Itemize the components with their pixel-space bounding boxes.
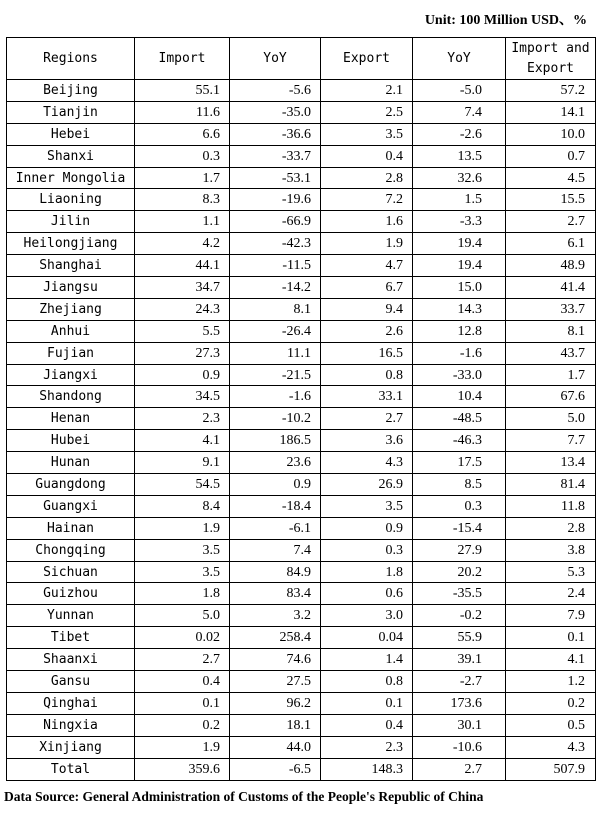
export-yoy-cell: 20.2 bbox=[413, 561, 506, 583]
region-cell: Total bbox=[7, 758, 135, 780]
table-row bbox=[7, 101, 596, 123]
import-export-cell: 15.5 bbox=[506, 189, 596, 211]
import-export-cell: 7.7 bbox=[506, 430, 596, 452]
import-cell: 0.4 bbox=[135, 671, 230, 693]
import-cell: 2.3 bbox=[135, 408, 230, 430]
import-yoy-cell: -42.3 bbox=[230, 233, 321, 255]
column-header-export: Export bbox=[321, 38, 413, 80]
export-cell: 0.6 bbox=[321, 583, 413, 605]
export-yoy-cell: -2.6 bbox=[413, 123, 506, 145]
table-row bbox=[7, 167, 596, 189]
import-yoy-cell: -33.7 bbox=[230, 145, 321, 167]
import-cell: 0.9 bbox=[135, 364, 230, 386]
import-yoy-cell: -66.9 bbox=[230, 211, 321, 233]
export-yoy-cell: -3.3 bbox=[413, 211, 506, 233]
import-export-cell: 14.1 bbox=[506, 101, 596, 123]
export-cell: 1.6 bbox=[321, 211, 413, 233]
header-row bbox=[7, 38, 596, 80]
region-cell: Chongqing bbox=[7, 539, 135, 561]
import-export-cell: 10.0 bbox=[506, 123, 596, 145]
import-yoy-cell: 3.2 bbox=[230, 605, 321, 627]
export-cell: 1.4 bbox=[321, 649, 413, 671]
region-cell: Beijing bbox=[7, 80, 135, 102]
export-yoy-cell: -15.4 bbox=[413, 517, 506, 539]
import-export-cell: 3.8 bbox=[506, 539, 596, 561]
export-yoy-cell: 32.6 bbox=[413, 167, 506, 189]
import-cell: 55.1 bbox=[135, 80, 230, 102]
import-yoy-cell: -5.6 bbox=[230, 80, 321, 102]
region-cell: Ningxia bbox=[7, 714, 135, 736]
import-yoy-cell: 23.6 bbox=[230, 452, 321, 474]
import-cell: 11.6 bbox=[135, 101, 230, 123]
region-cell: Hunan bbox=[7, 452, 135, 474]
import-yoy-cell: 83.4 bbox=[230, 583, 321, 605]
region-cell: Guangdong bbox=[7, 474, 135, 496]
table-row bbox=[7, 649, 596, 671]
export-cell: 1.8 bbox=[321, 561, 413, 583]
export-yoy-cell: 13.5 bbox=[413, 145, 506, 167]
region-cell: Jilin bbox=[7, 211, 135, 233]
import-export-cell: 4.3 bbox=[506, 736, 596, 758]
import-export-cell: 0.5 bbox=[506, 714, 596, 736]
import-export-cell: 5.3 bbox=[506, 561, 596, 583]
import-yoy-cell: -36.6 bbox=[230, 123, 321, 145]
column-header-import-and-export: Import and Export bbox=[506, 38, 596, 80]
import-cell: 34.7 bbox=[135, 277, 230, 299]
table-row bbox=[7, 474, 596, 496]
export-cell: 0.1 bbox=[321, 692, 413, 714]
import-export-cell: 48.9 bbox=[506, 255, 596, 277]
import-yoy-cell: -18.4 bbox=[230, 495, 321, 517]
table-row bbox=[7, 123, 596, 145]
import-cell: 8.4 bbox=[135, 495, 230, 517]
region-cell: Jiangxi bbox=[7, 364, 135, 386]
import-export-cell: 11.8 bbox=[506, 495, 596, 517]
region-cell: Hebei bbox=[7, 123, 135, 145]
table-row bbox=[7, 430, 596, 452]
import-yoy-cell: 18.1 bbox=[230, 714, 321, 736]
table-row bbox=[7, 80, 596, 102]
import-yoy-cell: 8.1 bbox=[230, 298, 321, 320]
export-cell: 2.1 bbox=[321, 80, 413, 102]
import-yoy-cell: 84.9 bbox=[230, 561, 321, 583]
region-cell: Hainan bbox=[7, 517, 135, 539]
region-cell: Jiangsu bbox=[7, 277, 135, 299]
import-cell: 3.5 bbox=[135, 561, 230, 583]
import-yoy-cell: -21.5 bbox=[230, 364, 321, 386]
export-cell: 0.9 bbox=[321, 517, 413, 539]
import-export-cell: 33.7 bbox=[506, 298, 596, 320]
import-export-cell: 4.5 bbox=[506, 167, 596, 189]
region-cell: Xinjiang bbox=[7, 736, 135, 758]
region-cell: Inner Mongolia bbox=[7, 167, 135, 189]
export-yoy-cell: 15.0 bbox=[413, 277, 506, 299]
data-source-note: Data Source: General Administration of Customs of the People's Republic of China bbox=[4, 789, 484, 804]
export-cell: 2.6 bbox=[321, 320, 413, 342]
import-cell: 1.7 bbox=[135, 167, 230, 189]
export-cell: 2.3 bbox=[321, 736, 413, 758]
export-cell: 1.9 bbox=[321, 233, 413, 255]
trade-table bbox=[6, 37, 596, 781]
table-row bbox=[7, 255, 596, 277]
import-yoy-cell: 44.0 bbox=[230, 736, 321, 758]
export-yoy-cell: 19.4 bbox=[413, 255, 506, 277]
region-cell: Henan bbox=[7, 408, 135, 430]
table-row bbox=[7, 277, 596, 299]
export-yoy-cell: 10.4 bbox=[413, 386, 506, 408]
region-cell: Shandong bbox=[7, 386, 135, 408]
column-header-import-yoy: YoY bbox=[230, 38, 321, 80]
export-cell: 2.5 bbox=[321, 101, 413, 123]
export-cell: 0.8 bbox=[321, 671, 413, 693]
import-export-cell: 6.1 bbox=[506, 233, 596, 255]
import-export-cell: 2.8 bbox=[506, 517, 596, 539]
import-export-cell: 507.9 bbox=[506, 758, 596, 780]
import-yoy-cell: 258.4 bbox=[230, 627, 321, 649]
export-yoy-cell: 30.1 bbox=[413, 714, 506, 736]
table-row bbox=[7, 495, 596, 517]
import-export-cell: 0.1 bbox=[506, 627, 596, 649]
import-export-cell: 8.1 bbox=[506, 320, 596, 342]
export-yoy-cell: 0.3 bbox=[413, 495, 506, 517]
export-yoy-cell: -10.6 bbox=[413, 736, 506, 758]
import-cell: 0.3 bbox=[135, 145, 230, 167]
table-row bbox=[7, 561, 596, 583]
region-cell: Shanghai bbox=[7, 255, 135, 277]
import-export-cell: 0.7 bbox=[506, 145, 596, 167]
import-cell: 0.02 bbox=[135, 627, 230, 649]
export-cell: 9.4 bbox=[321, 298, 413, 320]
import-cell: 0.1 bbox=[135, 692, 230, 714]
export-cell: 2.8 bbox=[321, 167, 413, 189]
export-yoy-cell: 14.3 bbox=[413, 298, 506, 320]
table-row bbox=[7, 386, 596, 408]
export-cell: 16.5 bbox=[321, 342, 413, 364]
import-cell: 1.1 bbox=[135, 211, 230, 233]
table-row bbox=[7, 517, 596, 539]
import-yoy-cell: 96.2 bbox=[230, 692, 321, 714]
import-cell: 6.6 bbox=[135, 123, 230, 145]
import-cell: 5.5 bbox=[135, 320, 230, 342]
export-yoy-cell: -5.0 bbox=[413, 80, 506, 102]
import-export-cell: 67.6 bbox=[506, 386, 596, 408]
region-cell: Hubei bbox=[7, 430, 135, 452]
import-yoy-cell: -26.4 bbox=[230, 320, 321, 342]
region-cell: Fujian bbox=[7, 342, 135, 364]
table-row bbox=[7, 342, 596, 364]
export-yoy-cell: 27.9 bbox=[413, 539, 506, 561]
region-cell: Zhejiang bbox=[7, 298, 135, 320]
export-yoy-cell: 2.7 bbox=[413, 758, 506, 780]
import-cell: 3.5 bbox=[135, 539, 230, 561]
export-cell: 26.9 bbox=[321, 474, 413, 496]
import-export-cell: 41.4 bbox=[506, 277, 596, 299]
export-cell: 3.5 bbox=[321, 123, 413, 145]
export-cell: 4.7 bbox=[321, 255, 413, 277]
export-cell: 4.3 bbox=[321, 452, 413, 474]
region-cell: Anhui bbox=[7, 320, 135, 342]
column-header-export-yoy: YoY bbox=[413, 38, 506, 80]
region-cell: Qinghai bbox=[7, 692, 135, 714]
export-yoy-cell: -35.5 bbox=[413, 583, 506, 605]
export-cell: 0.3 bbox=[321, 539, 413, 561]
import-yoy-cell: -14.2 bbox=[230, 277, 321, 299]
export-yoy-cell: -1.6 bbox=[413, 342, 506, 364]
region-cell: Guangxi bbox=[7, 495, 135, 517]
export-cell: 6.7 bbox=[321, 277, 413, 299]
import-export-cell: 7.9 bbox=[506, 605, 596, 627]
import-cell: 9.1 bbox=[135, 452, 230, 474]
import-yoy-cell: 186.5 bbox=[230, 430, 321, 452]
table-row bbox=[7, 736, 596, 758]
export-cell: 3.5 bbox=[321, 495, 413, 517]
table-row bbox=[7, 583, 596, 605]
export-yoy-cell: 19.4 bbox=[413, 233, 506, 255]
export-yoy-cell: -33.0 bbox=[413, 364, 506, 386]
table-row bbox=[7, 233, 596, 255]
import-export-cell: 1.7 bbox=[506, 364, 596, 386]
total-row bbox=[7, 758, 596, 780]
export-yoy-cell: 173.6 bbox=[413, 692, 506, 714]
import-export-cell: 5.0 bbox=[506, 408, 596, 430]
import-cell: 34.5 bbox=[135, 386, 230, 408]
region-cell: Shanxi bbox=[7, 145, 135, 167]
table-row bbox=[7, 320, 596, 342]
import-cell: 2.7 bbox=[135, 649, 230, 671]
import-cell: 359.6 bbox=[135, 758, 230, 780]
table-row bbox=[7, 452, 596, 474]
import-export-cell: 81.4 bbox=[506, 474, 596, 496]
import-yoy-cell: -11.5 bbox=[230, 255, 321, 277]
export-cell: 2.7 bbox=[321, 408, 413, 430]
export-yoy-cell: 39.1 bbox=[413, 649, 506, 671]
export-cell: 0.4 bbox=[321, 145, 413, 167]
import-yoy-cell: 27.5 bbox=[230, 671, 321, 693]
region-cell: Yunnan bbox=[7, 605, 135, 627]
table-row bbox=[7, 189, 596, 211]
import-yoy-cell: -35.0 bbox=[230, 101, 321, 123]
export-yoy-cell: -46.3 bbox=[413, 430, 506, 452]
import-export-cell: 4.1 bbox=[506, 649, 596, 671]
export-cell: 3.0 bbox=[321, 605, 413, 627]
export-cell: 7.2 bbox=[321, 189, 413, 211]
import-cell: 8.3 bbox=[135, 189, 230, 211]
table-row bbox=[7, 539, 596, 561]
table-row bbox=[7, 605, 596, 627]
import-cell: 0.2 bbox=[135, 714, 230, 736]
region-cell: Tibet bbox=[7, 627, 135, 649]
table-row bbox=[7, 145, 596, 167]
export-cell: 148.3 bbox=[321, 758, 413, 780]
import-export-cell: 0.2 bbox=[506, 692, 596, 714]
import-cell: 44.1 bbox=[135, 255, 230, 277]
export-yoy-cell: 12.8 bbox=[413, 320, 506, 342]
region-cell: Liaoning bbox=[7, 189, 135, 211]
import-yoy-cell: 7.4 bbox=[230, 539, 321, 561]
import-export-cell: 2.7 bbox=[506, 211, 596, 233]
export-yoy-cell: 8.5 bbox=[413, 474, 506, 496]
region-cell: Guizhou bbox=[7, 583, 135, 605]
import-export-cell: 57.2 bbox=[506, 80, 596, 102]
unit-label: Unit: 100 Million USD、% bbox=[424, 13, 587, 28]
import-export-cell: 1.2 bbox=[506, 671, 596, 693]
import-export-cell: 13.4 bbox=[506, 452, 596, 474]
table-row bbox=[7, 298, 596, 320]
export-yoy-cell: -2.7 bbox=[413, 671, 506, 693]
export-yoy-cell: 17.5 bbox=[413, 452, 506, 474]
region-cell: Sichuan bbox=[7, 561, 135, 583]
region-cell: Heilongjiang bbox=[7, 233, 135, 255]
table-row bbox=[7, 408, 596, 430]
export-cell: 3.6 bbox=[321, 430, 413, 452]
export-cell: 33.1 bbox=[321, 386, 413, 408]
table-row bbox=[7, 671, 596, 693]
region-cell: Gansu bbox=[7, 671, 135, 693]
import-yoy-cell: -6.1 bbox=[230, 517, 321, 539]
import-yoy-cell: -1.6 bbox=[230, 386, 321, 408]
import-yoy-cell: -6.5 bbox=[230, 758, 321, 780]
export-yoy-cell: 7.4 bbox=[413, 101, 506, 123]
import-cell: 4.1 bbox=[135, 430, 230, 452]
import-export-cell: 2.4 bbox=[506, 583, 596, 605]
import-yoy-cell: 0.9 bbox=[230, 474, 321, 496]
export-cell: 0.04 bbox=[321, 627, 413, 649]
export-yoy-cell: 1.5 bbox=[413, 189, 506, 211]
table-row bbox=[7, 364, 596, 386]
import-yoy-cell: -53.1 bbox=[230, 167, 321, 189]
import-cell: 54.5 bbox=[135, 474, 230, 496]
import-cell: 4.2 bbox=[135, 233, 230, 255]
region-cell: Shaanxi bbox=[7, 649, 135, 671]
export-cell: 0.8 bbox=[321, 364, 413, 386]
region-cell: Tianjin bbox=[7, 101, 135, 123]
import-yoy-cell: -10.2 bbox=[230, 408, 321, 430]
table-row bbox=[7, 714, 596, 736]
table-row bbox=[7, 692, 596, 714]
import-yoy-cell: 11.1 bbox=[230, 342, 321, 364]
import-cell: 24.3 bbox=[135, 298, 230, 320]
column-header-regions: Regions bbox=[7, 38, 135, 80]
import-yoy-cell: 74.6 bbox=[230, 649, 321, 671]
import-cell: 27.3 bbox=[135, 342, 230, 364]
table-row bbox=[7, 211, 596, 233]
import-cell: 1.8 bbox=[135, 583, 230, 605]
export-yoy-cell: -48.5 bbox=[413, 408, 506, 430]
import-cell: 5.0 bbox=[135, 605, 230, 627]
table-row bbox=[7, 627, 596, 649]
export-yoy-cell: -0.2 bbox=[413, 605, 506, 627]
import-yoy-cell: -19.6 bbox=[230, 189, 321, 211]
export-cell: 0.4 bbox=[321, 714, 413, 736]
import-cell: 1.9 bbox=[135, 517, 230, 539]
import-cell: 1.9 bbox=[135, 736, 230, 758]
export-yoy-cell: 55.9 bbox=[413, 627, 506, 649]
import-export-cell: 43.7 bbox=[506, 342, 596, 364]
column-header-import: Import bbox=[135, 38, 230, 80]
